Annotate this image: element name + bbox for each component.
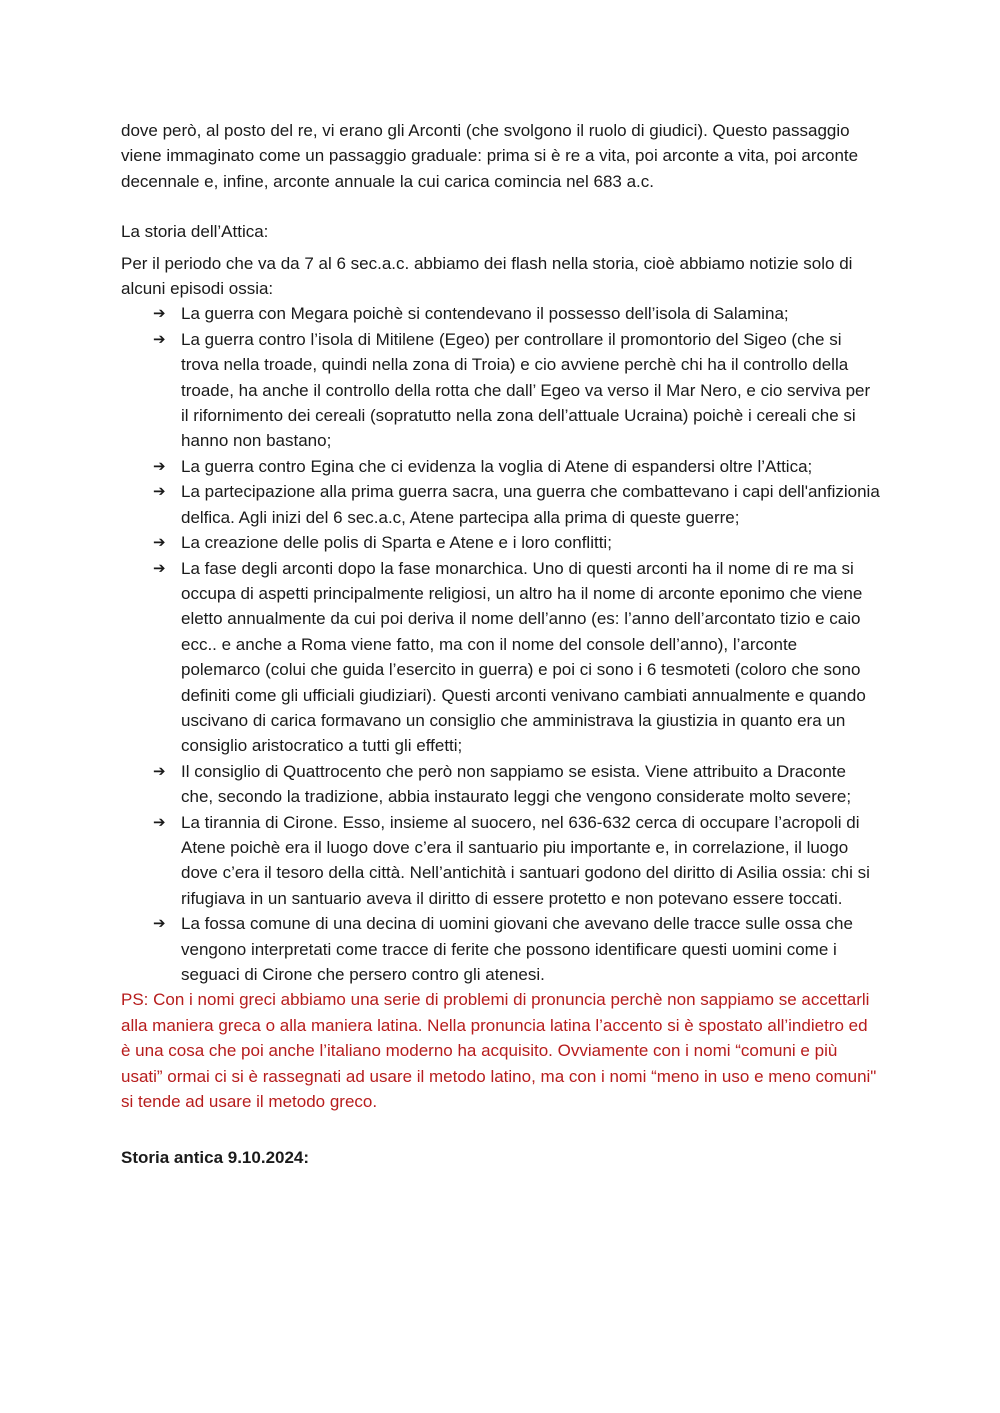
list-item-text: La guerra con Megara poichè si contendevano il possesso dell’isola di Salamina; — [181, 304, 789, 324]
list-item — [121, 911, 881, 987]
list-item-text: La tirannia di Cirone. Esso, insieme al suocero, nel 636-632 cerca di occupare l’acropoli di Atene poichè era il luogo dove c’era il santuario piu importante e, in correlazione, il luogo dove c’era il tesoro della città. Nell’antichità i santuari godono del diritto di Asilia ossia: chi si rifugiava in un santuario aveva il diritto di essere protetto e non potevano essere toccati. — [181, 812, 870, 908]
section-title: La storia dell’Attica: — [121, 222, 269, 242]
arrow-bullet-icon: ➔ — [153, 304, 166, 323]
list-item — [121, 556, 881, 759]
list-item — [121, 530, 881, 555]
list-item — [121, 327, 881, 454]
events-list — [121, 301, 881, 987]
arrow-bullet-icon: ➔ — [153, 914, 166, 933]
list-item — [121, 301, 881, 326]
list-item-text: La partecipazione alla prima guerra sacra, una guerra che combattevano i capi dell'anfizionia delfica. Agli inizi del 6 sec.a.c, Atene partecipa alla prima di queste guerre; — [181, 482, 880, 527]
intro-paragraph: dove però, al posto del re, vi erano gli Arconti (che svolgono il ruolo di giudici). Questo passaggio viene immaginato come un passaggio graduale: prima si è re a vita, poi arconte a vita, poi arconte decennale e, infine, arconte annuale la cui carica comincia nel 683 a.c. — [121, 121, 859, 191]
section-intro: Per il periodo che va da 7 al 6 sec.a.c. abbiamo dei flash nella storia, cioè abbiamo notizie solo di alcuni episodi ossia: — [121, 253, 853, 299]
list-item-text: La guerra contro Egina che ci evidenza la voglia di Atene di espandersi oltre l’Attica; — [181, 456, 813, 476]
list-item-text: La fossa comune di una decina di uomini giovani che avevano delle tracce sulle ossa che vengono interpretati come tracce di ferite che possono identificare questi uomini come i seguaci di Cirone che persero contro gli atenesi. — [181, 914, 853, 984]
list-item-text: Il consiglio di Quattrocento che però non sappiamo se esista. Viene attribuito a Draconte che, secondo la tradizione, abbia instaurato leggi che vengono considerate molto severe; — [181, 761, 852, 807]
list-item-text: La fase degli arconti dopo la fase monarchica. Uno di questi arconti ha il nome di re ma si occupa di aspetti principalmente religiosi, un altro ha il nome di arconte eponimo che viene eletto annualmente da cui poi deriva il nome dell’anno (es: l’anno dell’arcontato tizio e caio ecc.. e anche a Roma viene fatto, ma con il nome del console dell’anno), l’arconte polemarco (colui che guida l’esercito in guerra) e poi ci sono i 6 tesmoteti (coloro che sono definiti come gli ufficiali giudiziari). Questi arconti venivano cambiati annualmente e quando uscivano di carica formavano un consiglio che amministrava la giustizia in quanto era un consiglio aristocratico a tutti gli effetti; — [181, 558, 866, 756]
list-item-text: La creazione delle polis di Sparta e Atene e i loro conflitti; — [181, 533, 612, 553]
arrow-bullet-icon: ➔ — [153, 482, 166, 501]
list-item — [121, 479, 881, 530]
arrow-bullet-icon: ➔ — [153, 533, 166, 552]
arrow-bullet-icon: ➔ — [153, 761, 166, 780]
arrow-bullet-icon: ➔ — [153, 812, 166, 831]
next-lesson-heading: Storia antica 9.10.2024: — [121, 1148, 310, 1168]
list-item — [121, 454, 881, 479]
list-item-text: La guerra contro l’isola di Mitilene (Egeo) per controllare il promontorio del Sigeo (che si trova nella troade, quindi nella zona di Troia) e cio avviene perchè chi ha il controllo della troade, ha anche il controllo della rotta che dall’ Egeo va verso il Mar Nero, e cio serviva per il rifornimento dei cereali (sopratutto nella zona dell’attuale Ucraina) poichè i cereali che si hanno non bastano; — [181, 329, 871, 451]
document-page — [121, 118, 881, 1171]
ps-note: PS: Con i nomi greci abbiamo una serie di problemi di pronuncia perchè non sappiamo se accettarli alla maniera greca o alla maniera latina. Nella pronuncia latina l’accento si è spostato all’indietro ed è una cosa che poi anche l’italiano moderno ha acquisito. Ovviamente con i nomi “comuni e più usati” ormai ci si è rassegnati ad usare il metodo latino, ma con i nomi “meno in uso e meno comuni" si tende ad usare il metodo greco. — [121, 990, 877, 1112]
arrow-bullet-icon: ➔ — [153, 329, 166, 348]
arrow-bullet-icon: ➔ — [153, 558, 166, 577]
arrow-bullet-icon: ➔ — [153, 456, 166, 475]
list-item — [121, 759, 881, 810]
list-item — [121, 810, 881, 912]
